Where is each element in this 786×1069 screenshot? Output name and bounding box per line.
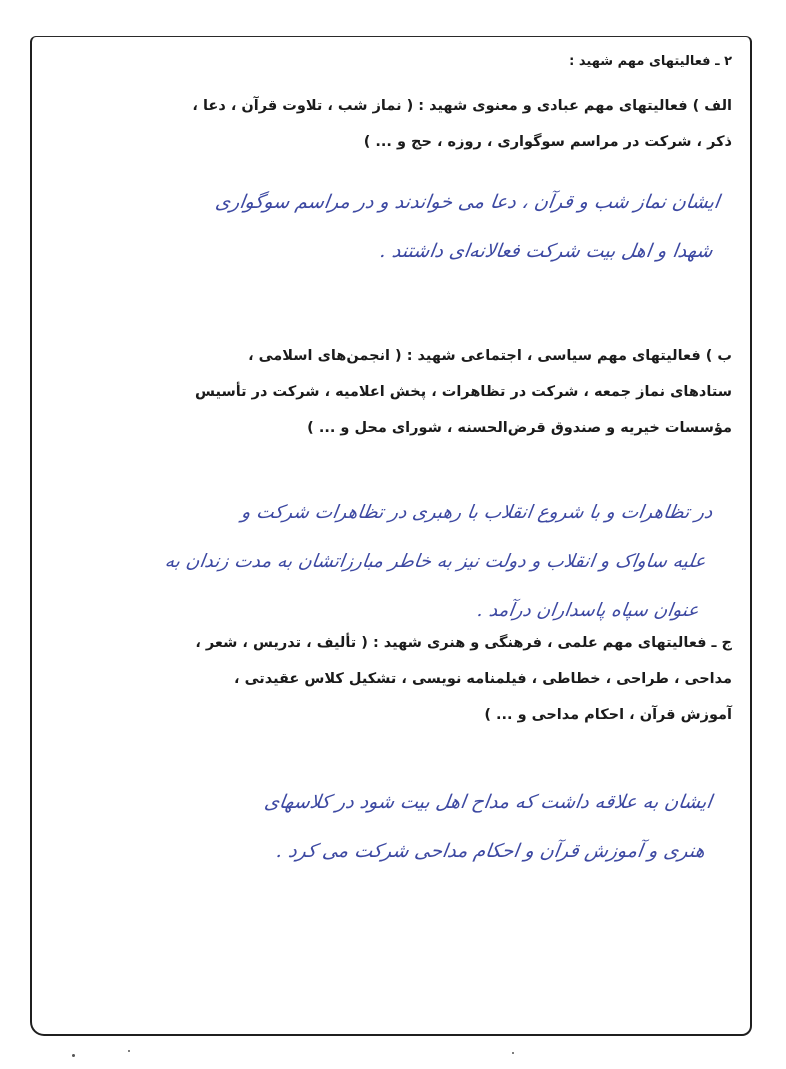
printed-line: ج ـ فعالیتهای مهم علمی ، فرهنگی و هنری شهید : ( تألیف ، تدریس ، شعر ، — [195, 635, 732, 651]
printed-line: آموزش قرآن ، احکام مداحی و ... ) — [484, 707, 732, 723]
handwritten-line: علیه ساواک و انقلاب و دولت نیز به خاطر مبارزاتشان به مدت زندان به — [163, 551, 708, 572]
scan-speck — [128, 1050, 130, 1052]
handwritten-line: در تظاهرات و با شروع انقلاب با رهبری در تظاهرات شرکت و — [240, 502, 715, 523]
section-a-printed — [192, 88, 732, 160]
section-c-printed — [195, 625, 732, 733]
section-a-handwritten-answer — [205, 178, 723, 276]
handwritten-line: ایشان نماز شب و قرآن ، دعا می خواندند و در مراسم سوگواری — [214, 191, 722, 213]
printed-line: مداحی ، طراحی ، خطاطی ، فیلمنامه نویسی ، تشکیل کلاس عقیدتی ، — [234, 671, 732, 687]
section-c-handwritten-answer — [254, 778, 715, 876]
printed-line: ب ) فعالیتهای مهم سیاسی ، اجتماعی شهید : ( انجمن‌های اسلامی ، — [248, 348, 732, 364]
handwritten-line: عنوان سپاه پاسداران درآمد . — [476, 600, 701, 621]
printed-line: الف ) فعالیتهای مهم عبادی و معنوی شهید : ( نماز شب ، تلاوت قرآن ، دعا ، — [192, 98, 732, 114]
handwritten-line: ایشان به علاقه داشت که مداح اهل بیت شود در کلاسهای — [262, 791, 714, 813]
handwritten-line: هنری و آموزش قرآن و احکام مداحی شرکت می کرد . — [274, 840, 707, 862]
printed-line: ذکر ، شرکت در مراسم سوگواری ، روزه ، حج و ... ) — [363, 134, 732, 150]
printed-line: ستادهای نماز جمعه ، شرکت در تظاهرات ، پخش اعلامیه ، شرکت در تأسیس — [195, 384, 732, 400]
section-heading: ۲ ـ فعالیتهای مهم شهید : — [569, 54, 732, 69]
scan-speck — [72, 1054, 75, 1057]
section-b-printed — [195, 338, 732, 446]
printed-line: مؤسسات خیریه و صندوق قرض‌الحسنه ، شورای محل و ... ) — [307, 420, 732, 436]
section-b-handwritten-answer — [155, 488, 716, 635]
handwritten-line: شهدا و اهل بیت شرکت فعالانه‌ای داشتند . — [378, 240, 715, 262]
scan-speck — [512, 1052, 514, 1054]
